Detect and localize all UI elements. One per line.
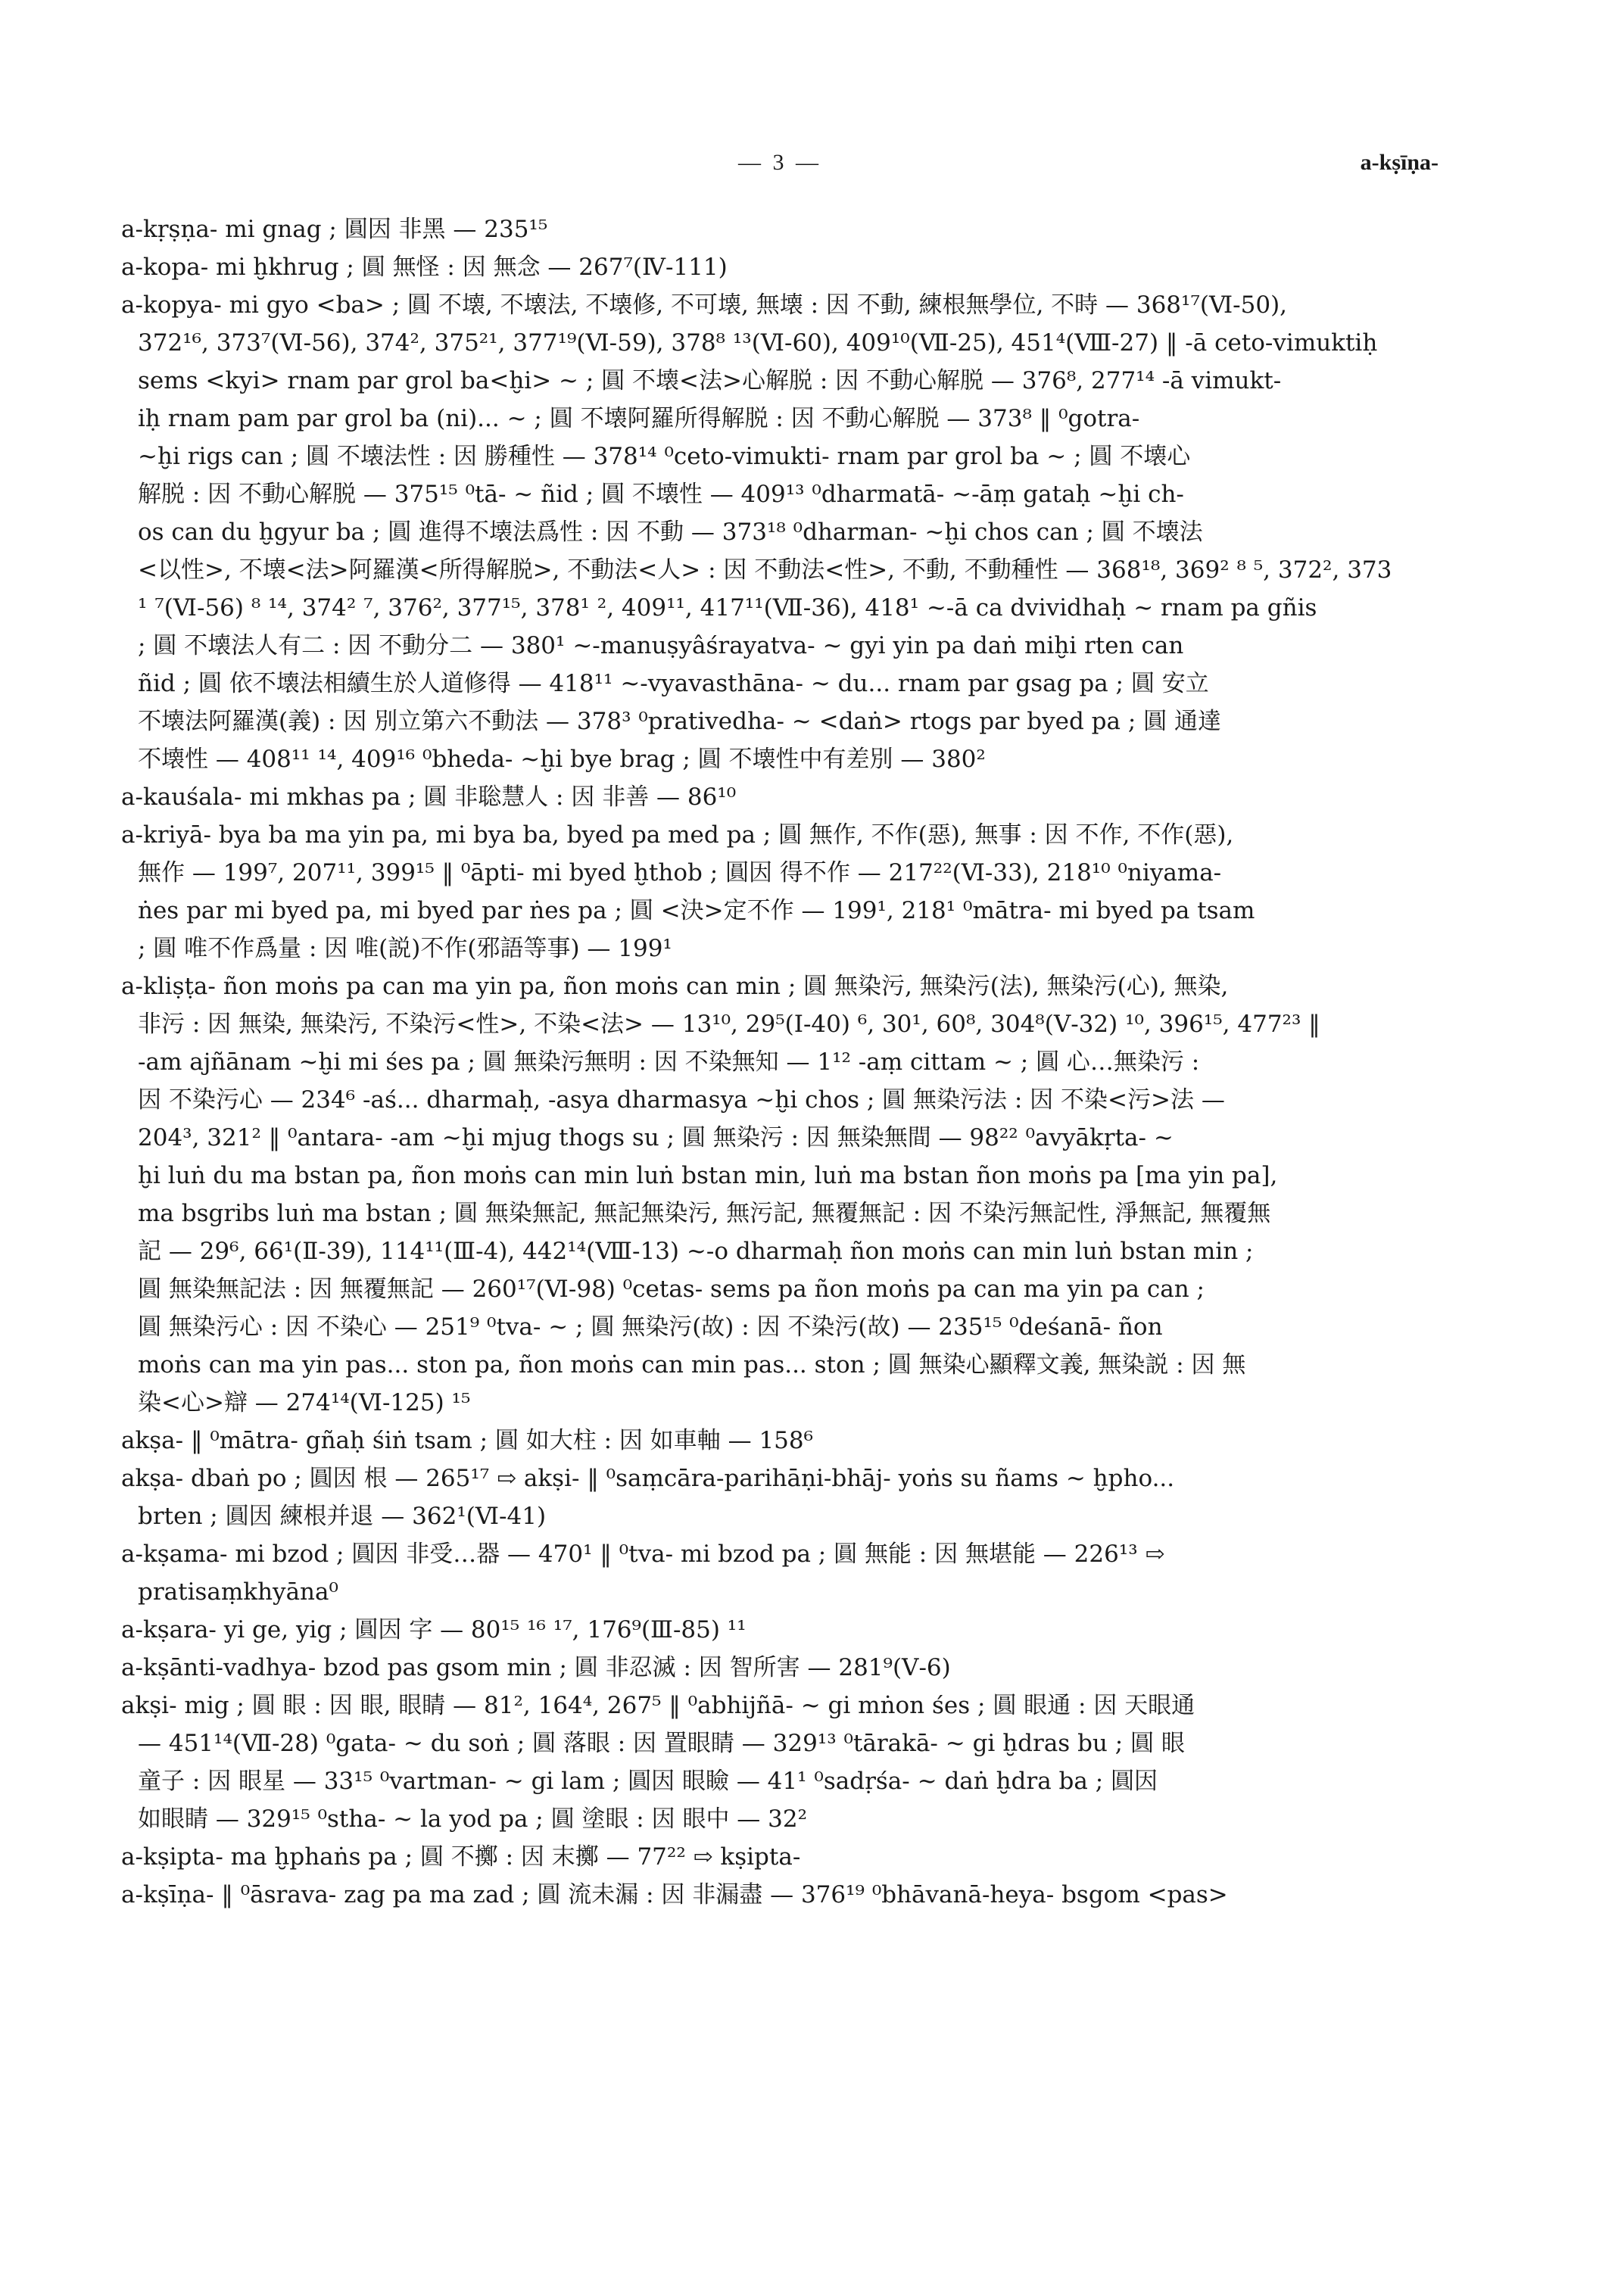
entry-headline: a-kṣānti-vadhya- bzod pas gsom min ; 圓 非忍滅 : 因 智所害 — 281⁹(Ⅴ-6) [121, 1654, 951, 1681]
entry-continuation-line: 372¹⁶, 373⁷(Ⅵ-56), 374², 375²¹, 377¹⁹(Ⅵ-59), 378⁸ ¹³(Ⅵ-60), 409¹⁰(Ⅶ-25), 451⁴(Ⅷ-27) ‖ -ā ceto-vimuktiḥ [138, 329, 1378, 357]
entry-headline: akṣi- mig ; 圓 眼 : 因 眼, 眼睛 — 81², 164⁴, 267⁵ ‖ ⁰abhijñā- ~ gi mṅon śes ; 圓 眼通 : 因 天眼通 [121, 1692, 1195, 1719]
entry-continuation-line: 染<心>辯 — 274¹⁴(Ⅵ-125) ¹⁵ [138, 1389, 471, 1416]
entry-continuation-line: ¹ ⁷(Ⅵ-56) ⁸ ¹⁴, 374² ⁷, 376², 377¹⁵, 378¹ ², 409¹¹, 417¹¹(Ⅶ-36), 418¹ ~-ā ca dvividhaḥ ~ rnam pa gñis [138, 594, 1317, 622]
entry-headline: akṣa- ‖ ⁰mātra- gñaḥ śiṅ tsam ; 圓 如大柱 : 因 如車軸 — 158⁶ [121, 1427, 814, 1454]
running-head: a-kṣīṇa- [1360, 150, 1439, 175]
entry-headline: a-kauśala- mi mkhas pa ; 圓 非聡慧人 : 因 非善 — 86¹⁰ [121, 784, 737, 811]
entry-continuation-line: 圓 無染無記法 : 因 無覆無記 — 260¹⁷(Ⅵ-98) ⁰cetas- sems pa ñon moṅs pa can ma yin pa can ; [138, 1276, 1205, 1303]
entry-continuation-line: <以性>, 不壊<法>阿羅漢<所得解脱>, 不動法<人> : 因 不動法<性>, 不動, 不動種性 — 368¹⁸, 369² ⁸ ⁵, 372², 373 [138, 556, 1392, 584]
dictionary-entry [121, 1838, 1457, 1876]
page-number: — 3 — [738, 150, 821, 175]
entry-continuation-line: -am ajñānam ~ḫi mi śes pa ; 圓 無染污無明 : 因 不染無知 — 1¹² -aṃ cittam ~ ; 圓 心…無染污 : [138, 1048, 1200, 1076]
dictionary-entry [121, 967, 1457, 1422]
dictionary-entry [121, 816, 1457, 967]
entry-continuation-line: 無作 — 199⁷, 207¹¹, 399¹⁵ ‖ ⁰āpti- mi byed ḫthob ; 圓因 得不作 — 217²²(Ⅵ-33), 218¹⁰ ⁰niyama- [138, 859, 1222, 886]
entry-continuation-line: 記 — 29⁶, 66¹(Ⅱ-39), 114¹¹(Ⅲ-4), 442¹⁴(Ⅷ-13) ~-o dharmaḥ ñon moṅs can min luṅ bstan min ; [138, 1238, 1254, 1265]
entry-continuation-line: 不壊性 — 408¹¹ ¹⁴, 409¹⁶ ⁰bheda- ~ḫi bye brag ; 圓 不壊性中有差別 — 380² [138, 746, 986, 773]
page-header [0, 150, 1624, 188]
entry-headline: a-kopya- mi gyo <ba> ; 圓 不壊, 不壊法, 不壊修, 不可壊, 無壊 : 因 不動, 練根無學位, 不時 — 368¹⁷(Ⅵ-50), [121, 291, 1288, 319]
dictionary-entry [121, 248, 1457, 286]
entry-continuation-line: ḫi luṅ du ma bstan pa, ñon moṅs can min luṅ bstan min, luṅ ma bstan ñon moṅs pa [ma yin pa], [138, 1162, 1278, 1189]
entry-continuation-line: os can du ḫgyur ba ; 圓 進得不壊法爲性 : 因 不動 — 373¹⁸ ⁰dharman- ~ḫi chos can ; 圓 不壊法 [138, 519, 1203, 546]
entry-continuation-line: brten ; 圓因 練根并退 — 362¹(Ⅵ-41) [138, 1503, 547, 1530]
entry-continuation-line: 不壊法阿羅漢(義) : 因 別立第六不動法 — 378³ ⁰prativedha- ~ <daṅ> rtogs par byed pa ; 圓 通達 [138, 708, 1221, 735]
entry-continuation-line: 童子 : 因 眼星 — 33¹⁵ ⁰vartman- ~ gi lam ; 圓因 眼瞼 — 41¹ ⁰sadṛśa- ~ daṅ ḫdra ba ; 圓因 [138, 1768, 1158, 1795]
dictionary-entry [121, 1460, 1457, 1535]
entry-continuation-line: ; 圓 唯不作爲量 : 因 唯(説)不作(邪語等事) — 199¹ [138, 935, 672, 962]
dictionary-entry [121, 1876, 1457, 1914]
dictionary-entry [121, 1687, 1457, 1838]
entry-continuation-line: 因 不染污心 — 234⁶ -aś... dharmaḥ, -asya dharmasya ~ḫi chos ; 圓 無染污法 : 因 不染<污>法 — [138, 1086, 1225, 1114]
entry-continuation-line: 解脱 : 因 不動心解脱 — 375¹⁵ ⁰tā- ~ ñid ; 圓 不壊性 — 409¹³ ⁰dharmatā- ~-āṃ gataḥ ~ḫi ch- [138, 481, 1184, 508]
entry-continuation-line: 非污 : 因 無染, 無染污, 不染污<性>, 不染<法> — 13¹⁰, 29⁵(Ⅰ-40) ⁶, 30¹, 60⁸, 304⁸(Ⅴ-32) ¹⁰, 396¹⁵, 477²³ ‖ [138, 1011, 1320, 1038]
entry-continuation-line: 204³, 321² ‖ ⁰antara- -am ~ḫi mjug thogs su ; 圓 無染污 : 因 無染無間 — 98²² ⁰avyākṛta- ~ [138, 1124, 1174, 1151]
entry-headline: a-kṣama- mi bzod ; 圓因 非受…器 — 470¹ ‖ ⁰tva- mi bzod pa ; 圓 無能 : 因 無堪能 — 226¹³ ⇨ [121, 1541, 1165, 1568]
dictionary-entry [121, 1649, 1457, 1687]
entry-headline: a-kṛṣṇa- mi gnag ; 圓因 非黑 — 235¹⁵ [121, 216, 548, 243]
entry-continuation-line: ; 圓 不壊法人有二 : 因 不動分二 — 380¹ ~-manuṣyâśrayatva- ~ gyi yin pa daṅ miḫi rten can [138, 632, 1184, 659]
dictionary-entry [121, 1611, 1457, 1649]
entry-headline: a-kṣipta- ma ḫphaṅs pa ; 圓 不擲 : 因 末擲 — 77²² ⇨ kṣipta- [121, 1843, 801, 1871]
entry-continuation-line: 圓 無染污心 : 因 不染心 — 251⁹ ⁰tva- ~ ; 圓 無染污(故) : 因 不染污(故) — 235¹⁵ ⁰deśanā- ñon [138, 1313, 1163, 1341]
entry-continuation-line: moṅs can ma yin pas... ston pa, ñon moṅs can min pas... ston ; 圓 無染心顯釋文義, 無染説 : 因 無 [138, 1351, 1246, 1379]
entry-headline: akṣa- dbaṅ po ; 圓因 根 — 265¹⁷ ⇨ akṣi- ‖ ⁰saṃcāra-parihāṇi-bhāj- yoṅs su ñams ~ ḫpho... [121, 1465, 1175, 1492]
entry-continuation-line: ñid ; 圓 依不壊法相續生於人道修得 — 418¹¹ ~-vyavasthāna- ~ du... rnam par gsag pa ; 圓 安立 [138, 670, 1209, 697]
entry-continuation-line: 如眼睛 — 329¹⁵ ⁰stha- ~ la yod pa ; 圓 塗眼 : 因 眼中 — 32² [138, 1805, 808, 1833]
dictionary-entry [121, 286, 1457, 778]
entry-continuation-line: sems <kyi> rnam par grol ba<ḫi> ~ ; 圓 不壊<法>心解脱 : 因 不動心解脱 — 376⁸, 277¹⁴ -ā vimukt- [138, 367, 1282, 394]
entry-continuation-line: pratisaṃkhyāna⁰ [138, 1578, 338, 1606]
dictionary-entries [121, 210, 1457, 1914]
entry-headline: a-kliṣṭa- ñon moṅs pa can ma yin pa, ñon moṅs can min ; 圓 無染污, 無染污(法), 無染污(心), 無染, [121, 973, 1229, 1000]
dictionary-entry [121, 1535, 1457, 1611]
entry-continuation-line: ṅes par mi byed pa, mi byed par ṅes pa ; 圓 <決>定不作 — 199¹, 218¹ ⁰mātra- mi byed pa tsam [138, 897, 1255, 924]
entry-headline: a-kriyā- bya ba ma yin pa, mi bya ba, byed pa med pa ; 圓 無作, 不作(惡), 無事 : 因 不作, 不作(惡), [121, 821, 1234, 849]
entry-continuation-line: iḥ rnam pam par grol ba (ni)... ~ ; 圓 不壊阿羅所得解脱 : 因 不動心解脱 — 373⁸ ‖ ⁰gotra- [138, 405, 1140, 432]
entry-continuation-line: ma bsgribs luṅ ma bstan ; 圓 無染無記, 無記無染污, 無污記, 無覆無記 : 因 不染污無記性, 淨無記, 無覆無 [138, 1200, 1271, 1227]
dictionary-entry [121, 1422, 1457, 1460]
entry-continuation-line: — 451¹⁴(Ⅶ-28) ⁰gata- ~ du soṅ ; 圓 落眼 : 因 置眼睛 — 329¹³ ⁰tārakā- ~ gi ḫdras bu ; 圓 眼 [138, 1730, 1185, 1757]
dictionary-entry [121, 778, 1457, 816]
entry-continuation-line: ~ḫi rigs can ; 圓 不壊法性 : 因 勝種性 — 378¹⁴ ⁰ceto-vimukti- rnam par grol ba ~ ; 圓 不壊心 [138, 443, 1191, 470]
entry-headline: a-kṣara- yi ge, yig ; 圓因 字 — 80¹⁵ ¹⁶ ¹⁷, 176⁹(Ⅲ-85) ¹¹ [121, 1616, 747, 1643]
entry-headline: a-kopa- mi ḫkhrug ; 圓 無怪 : 因 無念 — 267⁷(Ⅳ-111) [121, 254, 728, 281]
entry-headline: a-kṣīṇa- ‖ ⁰āsrava- zag pa ma zad ; 圓 流未漏 : 因 非漏盡 — 376¹⁹ ⁰bhāvanā-heya- bsgom <pas> [121, 1881, 1228, 1908]
dictionary-entry [121, 210, 1457, 248]
